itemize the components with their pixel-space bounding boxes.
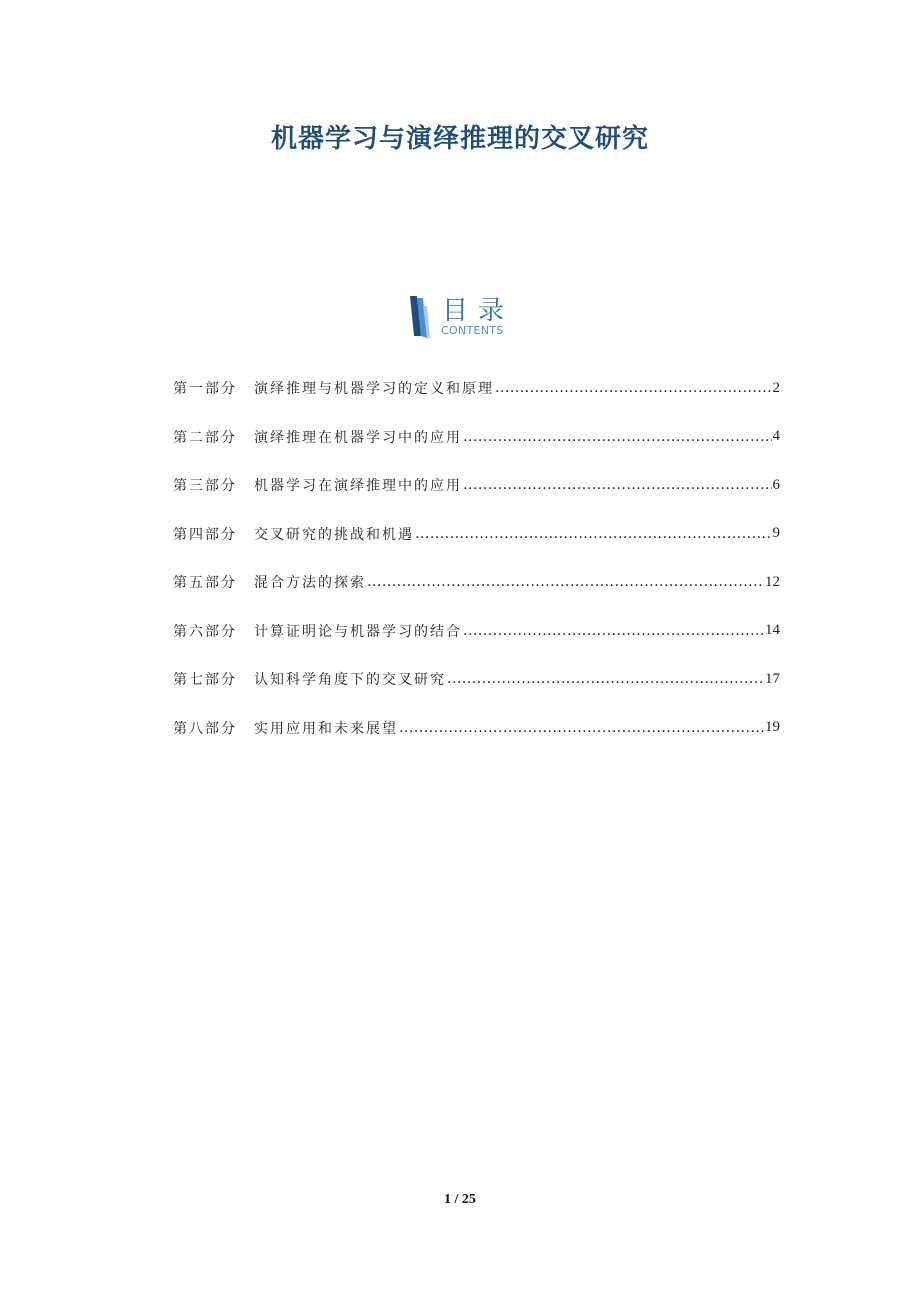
- toc-entry-page: 9: [772, 525, 780, 542]
- toc-entry[interactable]: [173, 558, 780, 607]
- toc-dot-leader: [447, 671, 764, 687]
- toc-heading-en: CONTENTS: [441, 324, 504, 337]
- toc-entry-part: 第五部分: [173, 575, 237, 592]
- toc-entry-part: 第二部分: [173, 429, 237, 446]
- toc-entry-page: 12: [765, 573, 780, 590]
- toc-dot-leader: [415, 526, 772, 542]
- toc-entry-title: 交叉研究的挑战和机遇: [254, 526, 414, 543]
- page-indicator: 1 / 25: [444, 1192, 476, 1207]
- toc-entry-page: 2: [772, 379, 780, 396]
- toc-entry[interactable]: [173, 413, 780, 462]
- toc-entry-part: 第四部分: [173, 526, 237, 543]
- toc-entry-page: 6: [772, 476, 780, 493]
- document-title: 机器学习与演绎推理的交叉研究: [270, 124, 649, 154]
- toc-entry-part: 第三部分: [173, 478, 237, 495]
- toc-heading: 目录: [442, 296, 515, 326]
- toc-entry-part: 第七部分: [173, 672, 237, 689]
- toc-dot-leader: [367, 574, 764, 590]
- toc-entry-title: 演绎推理与机器学习的定义和原理: [254, 381, 494, 398]
- toc-dot-leader: [495, 380, 772, 396]
- toc-dot-leader: [463, 477, 772, 493]
- contents-book-icon: [408, 296, 438, 338]
- toc-entry[interactable]: [173, 510, 780, 559]
- toc-entry-title: 机器学习在演绎推理中的应用: [254, 478, 462, 495]
- toc-entry-title: 混合方法的探索: [254, 575, 366, 592]
- toc-dot-leader: [463, 623, 764, 639]
- toc-entry[interactable]: [173, 655, 780, 704]
- toc-entry[interactable]: [173, 364, 780, 413]
- toc-entry-title: 计算证明论与机器学习的结合: [254, 623, 462, 640]
- toc-list: [173, 364, 780, 752]
- toc-entry-title: 认知科学角度下的交叉研究: [254, 672, 446, 689]
- toc-dot-leader: [399, 720, 764, 736]
- toc-dot-leader: [463, 429, 772, 445]
- toc-entry[interactable]: [173, 461, 780, 510]
- toc-entry-title: 实用应用和未来展望: [254, 720, 398, 737]
- toc-entry-part: 第一部分: [173, 381, 237, 398]
- toc-entry-page: 14: [765, 622, 780, 639]
- toc-entry-page: 17: [765, 670, 780, 687]
- toc-entry-page: 4: [772, 428, 780, 445]
- toc-entry-part: 第八部分: [173, 720, 237, 737]
- toc-entry[interactable]: [173, 704, 780, 753]
- toc-header: [408, 296, 528, 340]
- toc-entry-title: 演绎推理在机器学习中的应用: [254, 429, 462, 446]
- toc-entry-page: 19: [765, 719, 780, 736]
- toc-entry-part: 第六部分: [173, 623, 237, 640]
- toc-entry[interactable]: [173, 607, 780, 656]
